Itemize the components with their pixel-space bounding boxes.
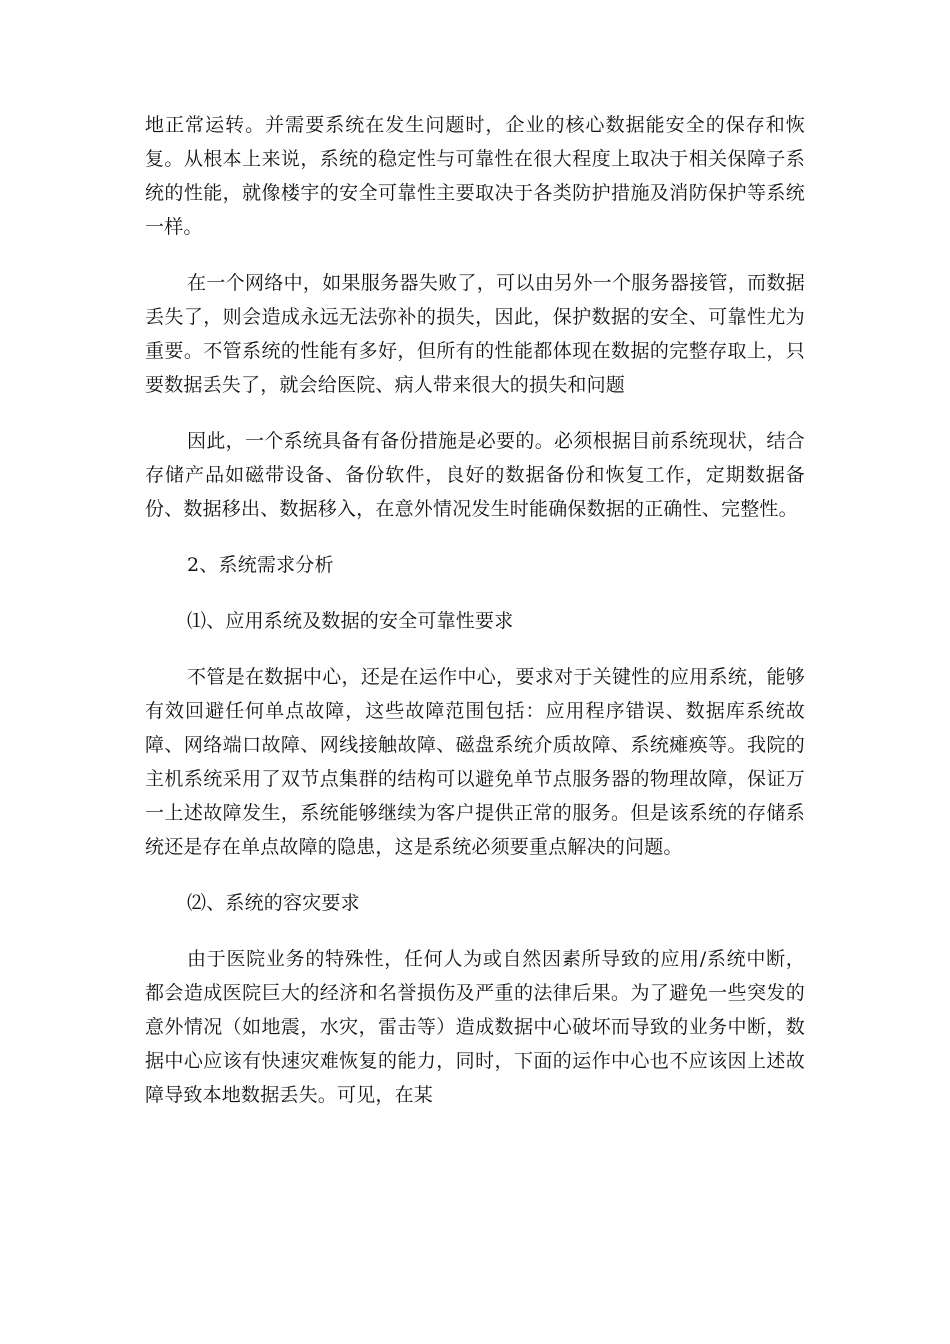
paragraph-4: 不管是在数据中心，还是在运作中心，要求对于关键性的应用系统，能够有效回避任何单点故障，这些故障范围包括：应用程序错误、数据库系统故障、网络端口故障、网线接触故障、磁盘系统介质故障、系统瘫痪等。我院的主机系统采用了双节点集群的结构可以避免单节点服务器的物理故障，保证万一上述故障发生，系统能够继续为客户提供正常的服务。但是该系统的存储系统还是存在单点故障的隐患，这是系统必须要重点解决的问题。 <box>145 666 805 858</box>
subsection-heading-2: ⑵、系统的容灾要求 <box>187 892 360 914</box>
document-page <box>145 108 805 1134</box>
paragraph-1: 地正常运转。并需要系统在发生问题时，企业的核心数据能安全的保存和恢复。从根本上来说，系统的稳定性与可靠性在很大程度上取决于相关保障子系统的性能，就像楼宇的安全可靠性主要取决于各类防护措施及消防保护等系统一样。 <box>145 114 805 238</box>
paragraph-3: 因此，一个系统具备有备份措施是必要的。必须根据目前系统现状，结合存储产品如磁带设备、备份软件，良好的数据备份和恢复工作，定期数据备份、数据移出、数据移入，在意外情况发生时能确保数据的正确性、完整性。 <box>145 430 805 520</box>
paragraph-5: 由于医院业务的特殊性，任何人为或自然因素所导致的应用/系统中断，都会造成医院巨大的经济和名誉损伤及严重的法律后果。为了避免一些突发的意外情况（如地震，水灾，雷击等）造成数据中心破坏而导致的业务中断，数据中心应该有快速灾难恢复的能力，同时，下面的运作中心也不应该因上述故障导致本地数据丢失。可见，在某 <box>145 948 805 1106</box>
section-heading-2: 2、系统需求分析 <box>187 554 334 576</box>
subsection-heading-1: ⑴、应用系统及数据的安全可靠性要求 <box>187 610 514 632</box>
paragraph-2: 在一个网络中，如果服务器失败了，可以由另外一个服务器接管，而数据丢失了，则会造成永远无法弥补的损失，因此，保护数据的安全、可靠性尤为重要。不管系统的性能有多好，但所有的性能都体现在数据的完整存取上，只要数据丢失了，就会给医院、病人带来很大的损失和问题 <box>145 272 805 396</box>
